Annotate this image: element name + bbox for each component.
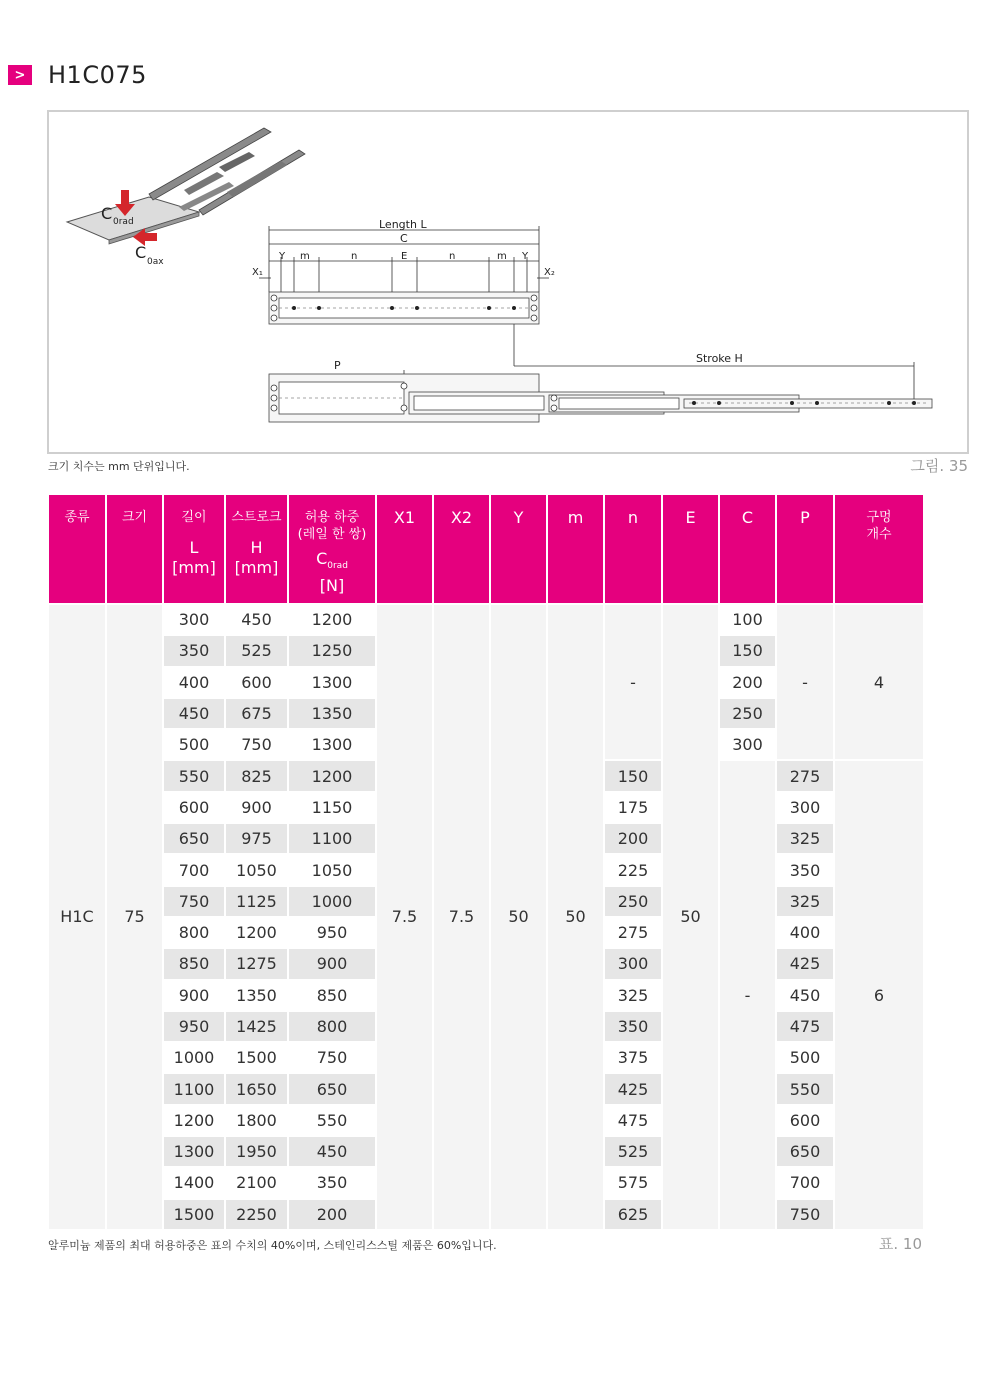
cell-n: 575 (604, 1167, 662, 1198)
cell-load: 750 (288, 1042, 376, 1073)
cell-stroke: 600 (225, 667, 288, 698)
header-load: 허용 하중 (레일 한 쌍) $C_{0rad}$ [N] (288, 495, 376, 604)
cell-length: 550 (163, 760, 225, 791)
cell-load: 1200 (288, 760, 376, 791)
cell-n: 150 (604, 760, 662, 791)
cell-length: 300 (163, 604, 225, 635)
cell-e: 50 (662, 604, 719, 1230)
cell-type: H1C (48, 604, 106, 1230)
header-n: n (604, 495, 662, 604)
cell-n: 525 (604, 1136, 662, 1167)
cell-load: 1150 (288, 792, 376, 823)
technical-drawing (47, 110, 969, 454)
header-y: Y (490, 495, 547, 604)
cell-n: 350 (604, 1011, 662, 1042)
x2-label: X₂ (544, 267, 555, 278)
spec-table (47, 495, 925, 1231)
header-x2: X2 (433, 495, 490, 604)
cell-x1: 7.5 (376, 604, 433, 1230)
cell-stroke: 750 (225, 729, 288, 760)
cell-n: 225 (604, 854, 662, 885)
cell-n: 300 (604, 948, 662, 979)
cell-stroke: 450 (225, 604, 288, 635)
table-row (48, 604, 924, 635)
cell-length: 650 (163, 823, 225, 854)
cell-holes: 6 (834, 760, 924, 1229)
n-left-label: n (351, 251, 358, 262)
cell-stroke: 525 (225, 635, 288, 666)
cell-p: 325 (776, 886, 834, 917)
cell-stroke: 975 (225, 823, 288, 854)
cell-load: 1300 (288, 667, 376, 698)
cell-length: 900 (163, 980, 225, 1011)
m-left-label: m (300, 251, 310, 262)
figure-label: 그림. 35 (910, 457, 968, 475)
p-label: P (334, 359, 341, 372)
cell-n: - (604, 604, 662, 760)
cell-c: - (719, 760, 776, 1229)
extended-rail-view (269, 374, 932, 422)
cell-p: 425 (776, 948, 834, 979)
header-holes: 구멍 개수 (834, 495, 924, 604)
cell-y: 50 (490, 604, 547, 1230)
figure-note: 크기 치수는 mm 단위입니다. (48, 460, 190, 473)
y-left-label: Y (279, 251, 286, 262)
cell-length: 600 (163, 792, 225, 823)
cell-stroke: 1650 (225, 1073, 288, 1104)
cell-load: 450 (288, 1136, 376, 1167)
cell-n: 250 (604, 886, 662, 917)
cell-c: 100 (719, 604, 776, 635)
cell-load: 200 (288, 1199, 376, 1230)
cell-p: 350 (776, 854, 834, 885)
cell-load: 1000 (288, 886, 376, 917)
cell-length: 1500 (163, 1199, 225, 1230)
cell-n: 425 (604, 1073, 662, 1104)
m-right-label: m (497, 251, 507, 262)
cell-n: 275 (604, 917, 662, 948)
cell-stroke: 900 (225, 792, 288, 823)
page-title: H1C075 (48, 61, 147, 89)
cell-load: 1250 (288, 635, 376, 666)
cell-load: 1200 (288, 604, 376, 635)
cell-load: 550 (288, 1105, 376, 1136)
stroke-h-label: Stroke H (696, 352, 743, 365)
cell-load: 950 (288, 917, 376, 948)
cell-p: 300 (776, 792, 834, 823)
cell-load: 650 (288, 1073, 376, 1104)
cell-stroke: 1950 (225, 1136, 288, 1167)
y-right-label: Y (522, 251, 529, 262)
cell-n: 475 (604, 1105, 662, 1136)
cell-length: 1200 (163, 1105, 225, 1136)
cell-m: 50 (547, 604, 604, 1230)
cell-length: 700 (163, 854, 225, 885)
header-e: E (662, 495, 719, 604)
cell-p: 325 (776, 823, 834, 854)
length-l-label: Length L (379, 218, 427, 231)
header-size: 크기 (106, 495, 163, 604)
cell-stroke: 2250 (225, 1199, 288, 1230)
cell-length: 350 (163, 635, 225, 666)
cell-length: 400 (163, 667, 225, 698)
c-dim-label: C (400, 232, 408, 245)
header-x1: X1 (376, 495, 433, 604)
c0rad-label: C (101, 204, 113, 223)
cell-stroke: 1425 (225, 1011, 288, 1042)
cell-length: 1100 (163, 1073, 225, 1104)
cell-p: 700 (776, 1167, 834, 1198)
cell-stroke: 1500 (225, 1042, 288, 1073)
cell-p: 650 (776, 1136, 834, 1167)
cell-p: 475 (776, 1011, 834, 1042)
chevron-right-icon: > (8, 65, 32, 85)
cell-x2: 7.5 (433, 604, 490, 1230)
section-title (8, 60, 147, 90)
cell-p: - (776, 604, 834, 760)
c0rad-sub: 0rad (113, 217, 134, 227)
cell-length: 950 (163, 1011, 225, 1042)
cell-n: 200 (604, 823, 662, 854)
cell-n: 325 (604, 980, 662, 1011)
cell-size: 75 (106, 604, 163, 1230)
cell-p: 400 (776, 917, 834, 948)
cell-stroke: 825 (225, 760, 288, 791)
cell-load: 1050 (288, 854, 376, 885)
cell-load: 900 (288, 948, 376, 979)
cell-p: 275 (776, 760, 834, 791)
table-label: 표. 10 (878, 1235, 922, 1253)
x1-label: X₁ (252, 267, 263, 278)
cell-stroke: 1050 (225, 854, 288, 885)
header-c: C (719, 495, 776, 604)
cell-stroke: 1200 (225, 917, 288, 948)
cell-length: 1400 (163, 1167, 225, 1198)
cell-stroke: 675 (225, 698, 288, 729)
cell-stroke: 1350 (225, 980, 288, 1011)
header-length: 길이 L [mm] (163, 495, 225, 604)
cell-p: 450 (776, 980, 834, 1011)
cell-length: 800 (163, 917, 225, 948)
cell-c: 250 (719, 698, 776, 729)
cell-p: 500 (776, 1042, 834, 1073)
closed-rail-view (269, 292, 539, 324)
table-note: 알루미늄 제품의 최대 허용하중은 표의 수치의 40%이며, 스테인리스스틸 제품은 60%입니다. (48, 1239, 497, 1252)
cell-load: 1300 (288, 729, 376, 760)
cell-n: 175 (604, 792, 662, 823)
cell-stroke: 1275 (225, 948, 288, 979)
header-type: 종류 (48, 495, 106, 604)
cell-load: 800 (288, 1011, 376, 1042)
cell-length: 750 (163, 886, 225, 917)
n-right-label: n (449, 251, 456, 262)
cell-stroke: 1125 (225, 886, 288, 917)
table-header-row (48, 495, 924, 604)
cell-stroke: 1800 (225, 1105, 288, 1136)
header-m: m (547, 495, 604, 604)
cell-load: 1100 (288, 823, 376, 854)
cell-c: 150 (719, 635, 776, 666)
cell-length: 500 (163, 729, 225, 760)
cell-length: 1300 (163, 1136, 225, 1167)
cell-c: 200 (719, 667, 776, 698)
cell-holes: 4 (834, 604, 924, 760)
e-label: E (401, 251, 408, 262)
header-p: P (776, 495, 834, 604)
cell-p: 600 (776, 1105, 834, 1136)
cell-stroke: 2100 (225, 1167, 288, 1198)
cell-p: 550 (776, 1073, 834, 1104)
c0ax-label: C (135, 243, 147, 262)
cell-length: 450 (163, 698, 225, 729)
cell-n: 625 (604, 1199, 662, 1230)
cell-length: 1000 (163, 1042, 225, 1073)
cell-load: 1350 (288, 698, 376, 729)
cell-load: 350 (288, 1167, 376, 1198)
cell-length: 850 (163, 948, 225, 979)
c0ax-sub: 0ax (147, 257, 164, 267)
cell-p: 750 (776, 1199, 834, 1230)
cell-c: 300 (719, 729, 776, 760)
cell-load: 850 (288, 980, 376, 1011)
slide-rail-drawing (49, 112, 967, 452)
header-stroke: 스트로크 H [mm] (225, 495, 288, 604)
cell-n: 375 (604, 1042, 662, 1073)
